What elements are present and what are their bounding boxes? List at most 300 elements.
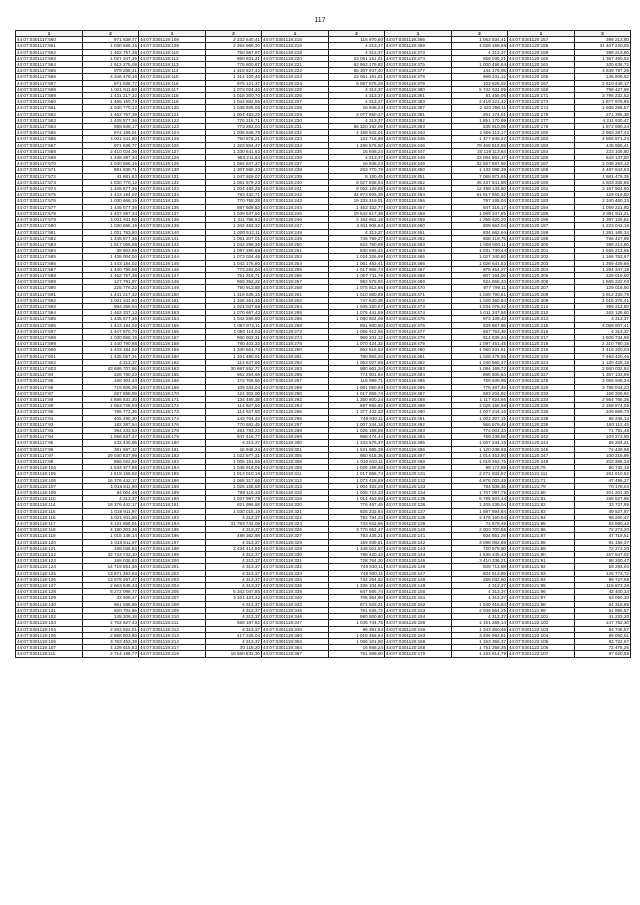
value-cell: 984 359,64 xyxy=(83,303,139,309)
value-cell: 733 842,56 xyxy=(329,521,385,527)
value-cell: 4 313,37 xyxy=(206,607,262,613)
cadastral-number-cell: 44:07:0301119:250 xyxy=(262,241,329,247)
cadastral-number-cell: 44:07:0301117:88 xyxy=(16,396,83,402)
cadastral-number-cell: 44:07:0301119:118 xyxy=(139,93,206,99)
value-cell: 968 419,75 xyxy=(452,235,508,241)
cadastral-number-cell: 44:07:0301122:101 xyxy=(508,614,575,620)
cadastral-number-cell: 44:07:0301119:182 xyxy=(139,452,206,458)
cadastral-number-cell: 44:07:0301119:160 xyxy=(139,353,206,359)
value-cell: 53 690,42 xyxy=(575,521,631,527)
cadastral-number-cell: 44:07:0301117:98 xyxy=(16,459,83,465)
value-cell: 1 307 566,33 xyxy=(206,167,262,173)
cadastral-number-cell: 44:07:0301117:94 xyxy=(16,434,83,440)
cadastral-number-cell: 44:07:0301119:449 xyxy=(385,161,452,167)
cadastral-number-cell: 44:07:0301119:391 xyxy=(385,111,452,117)
value-cell: 1 073 024,46 xyxy=(206,86,262,92)
value-cell: 103 829,02 xyxy=(452,80,508,86)
value-cell: 263 770,79 xyxy=(329,167,385,173)
value-cell: 417 228,04 xyxy=(206,632,262,638)
cadastral-number-cell: 44:07:0301117:600 xyxy=(16,347,83,353)
value-cell: 4 211 930,47 xyxy=(575,117,631,123)
cadastral-number-cell: 44:07:0301119:107 xyxy=(16,645,83,651)
cadastral-number-cell: 44:07:0301119:324 xyxy=(262,521,329,527)
value-cell: 1 010 580,89 xyxy=(329,291,385,297)
cadastral-number-cell: 44:07:0301119:378 xyxy=(385,74,452,80)
cadastral-number-cell: 44:07:0301119:298 xyxy=(262,428,329,434)
value-cell: 1 026 641,53 xyxy=(452,260,508,266)
value-cell: 1 311 786,63 xyxy=(206,217,262,223)
cadastral-number-cell: 44:07:0301120:152 xyxy=(385,601,452,607)
value-cell: 19 560 832,30 xyxy=(206,651,262,657)
cadastral-number-cell: 44:07:0301119:453 xyxy=(385,186,452,192)
value-cell: 662 254,68 xyxy=(206,372,262,378)
cadastral-number-cell: 44:07:0301119:183 xyxy=(139,459,206,465)
value-cell: 1 015 146,14 xyxy=(83,533,139,539)
value-cell: 31 407 220,05 xyxy=(575,43,631,49)
cadastral-number-cell: 44:07:0301119:245 xyxy=(262,210,329,216)
value-cell: 1 445 577,36 xyxy=(83,235,139,241)
value-cell: 968 474,44 xyxy=(329,434,385,440)
value-cell: 934 651,29 xyxy=(452,533,508,539)
cadastral-number-cell: 44:07:0301120:200 xyxy=(508,241,575,247)
cadastral-number-cell: 44:07:0301120:137 xyxy=(385,508,452,514)
value-cell: 72 273,20 xyxy=(575,545,631,551)
value-cell: 4 180 203,36 xyxy=(83,527,139,533)
cadastral-number-cell: 44:07:0301121:89 xyxy=(508,545,575,551)
cadastral-number-cell: 44:07:0301119:488 xyxy=(385,396,452,402)
value-cell: 1 030 770,12 xyxy=(83,179,139,185)
cadastral-number-cell: 44:07:0301119:129 xyxy=(139,161,206,167)
cadastral-number-cell: 44:07:0301119:364 xyxy=(262,645,329,651)
cadastral-number-cell: 44:07:0301119:195 xyxy=(139,527,206,533)
cadastral-number-cell: 44:07:0301121:94 xyxy=(508,576,575,582)
header-cell: 1 xyxy=(385,31,452,37)
value-cell: 109 533,04 xyxy=(206,384,262,390)
value-cell: 4 313,37 xyxy=(329,86,385,92)
cadastral-number-cell: 44:07:0301118:128 xyxy=(16,589,83,595)
value-cell: 3 410 336,21 xyxy=(452,558,508,564)
cadastral-number-cell: 44:07:0301117:92 xyxy=(16,421,83,427)
value-cell: 509 713,68 xyxy=(452,564,508,570)
value-cell: 1 330 641,63 xyxy=(206,148,262,154)
value-cell: 4 565 971,24 xyxy=(575,136,631,142)
value-cell: 384 233,53 xyxy=(83,428,139,434)
cadastral-number-cell: 44:07:0301117:564 xyxy=(16,124,83,130)
value-cell: 773 282,04 xyxy=(206,266,262,272)
cadastral-number-cell: 44:07:0301121:86 xyxy=(508,527,575,533)
cadastral-number-cell: 44:07:0301119:231 xyxy=(262,124,329,130)
value-cell: 1 021 911,60 xyxy=(83,217,139,223)
cadastral-number-cell: 44:07:0301117:566 xyxy=(16,74,83,80)
cadastral-number-cell: 44:07:0301120:155 xyxy=(385,620,452,626)
cadastral-number-cell: 44:07:0301117:589 xyxy=(16,279,83,285)
cadastral-number-cell: 44:07:0301119:479 xyxy=(385,341,452,347)
value-cell: 1 060 331,81 xyxy=(452,347,508,353)
value-cell: 1 044 882,55 xyxy=(206,99,262,105)
value-cell: 785 773,36 xyxy=(83,409,139,415)
value-cell: 920 702,66 xyxy=(83,607,139,613)
value-cell: 1 038 935,06 xyxy=(206,105,262,111)
value-cell: 790 913,88 xyxy=(206,285,262,291)
cadastral-number-cell: 44:07:0301121:87 xyxy=(508,533,575,539)
value-cell: 750 687,97 xyxy=(206,49,262,55)
value-cell: 980 661,34 xyxy=(329,365,385,371)
value-cell: 114 627,60 xyxy=(206,403,262,409)
cadastral-number-cell: 44:07:0301119:336 xyxy=(262,583,329,589)
cadastral-number-cell: 44:07:0301119:225 xyxy=(262,86,329,92)
value-cell: 3 336 992,81 xyxy=(452,632,508,638)
value-cell: 1 333 675,27 xyxy=(329,440,385,446)
value-cell: 143 704,42 xyxy=(206,415,262,421)
cadastral-number-cell: 44:07:0301119:125 xyxy=(139,136,206,142)
value-cell: 4 313,37 xyxy=(206,514,262,520)
cadastral-number-cell: 44:07:0301119:189 xyxy=(139,490,206,496)
value-cell: 172 705,56 xyxy=(206,378,262,384)
cadastral-number-cell: 44:07:0301117:567 xyxy=(16,80,83,86)
cadastral-number-cell: 44:07:0301118:118 xyxy=(16,527,83,533)
value-cell: 3 983 287,42 xyxy=(575,130,631,136)
value-cell: 1 029 360,84 xyxy=(452,297,508,303)
cadastral-number-cell: 44:07:0301119:104 xyxy=(16,626,83,632)
value-cell: 2 310 790,16 xyxy=(575,341,631,347)
value-cell: 1 336 104,56 xyxy=(329,583,385,589)
cadastral-number-cell: 44:07:0301119:244 xyxy=(262,204,329,210)
value-cell: 1 443 184,02 xyxy=(83,260,139,266)
value-cell: 96 391,54 xyxy=(329,626,385,632)
cadastral-number-cell: 44:07:0301117:596 xyxy=(16,322,83,328)
value-cell: 1 010 610,11 xyxy=(329,459,385,465)
value-cell: 789 116,33 xyxy=(206,490,262,496)
cadastral-number-cell: 44:07:0301119:305 xyxy=(262,452,329,458)
cadastral-number-cell: 44:07:0301117:602 xyxy=(16,359,83,365)
header-cell: 2 xyxy=(575,31,631,37)
value-cell: 798 427,59 xyxy=(575,86,631,92)
cadastral-number-cell: 44:07:0301120:131 xyxy=(385,471,452,477)
cadastral-number-cell: 44:07:0301120:216 xyxy=(508,328,575,334)
cadastral-number-cell: 44:07:0301117:571 xyxy=(16,167,83,173)
value-cell: 1 080 824,06 xyxy=(329,316,385,322)
cadastral-value-table xyxy=(15,30,631,658)
value-cell: 1 286 576,50 xyxy=(329,142,385,148)
value-cell: 1 018 911,97 xyxy=(83,539,139,545)
cadastral-number-cell: 44:07:0301119:243 xyxy=(262,198,329,204)
value-cell: 125 773,72 xyxy=(575,570,631,576)
value-cell: 109 869,73 xyxy=(575,409,631,415)
cadastral-number-cell: 44:07:0301122:105 xyxy=(508,638,575,644)
cadastral-number-cell: 44:07:0301117:585 xyxy=(16,254,83,260)
header-cell: 2 xyxy=(206,31,262,37)
value-cell: 1 015 911,60 xyxy=(83,483,139,489)
cadastral-number-cell: 44:07:0301120:188 xyxy=(508,167,575,173)
header-cell: 1 xyxy=(16,31,83,37)
cadastral-number-cell: 44:07:0301117:560 xyxy=(16,99,83,105)
cadastral-number-cell: 44:07:0301119:285 xyxy=(262,372,329,378)
cadastral-number-cell: 44:07:0301120:242 xyxy=(508,434,575,440)
value-cell: 1 851 170,99 xyxy=(452,117,508,123)
cadastral-number-cell: 44:07:0301119:333 xyxy=(262,570,329,576)
value-cell: 2 811 906,84 xyxy=(329,223,385,229)
cadastral-number-cell: 44:07:0301119:228 xyxy=(262,105,329,111)
value-cell: 16 948,24 xyxy=(329,148,385,154)
cadastral-number-cell: 44:07:0301119:102 xyxy=(16,614,83,620)
value-cell: 2 606 113,17 xyxy=(452,130,508,136)
cadastral-number-cell: 44:07:0301119:375 xyxy=(385,62,452,68)
cadastral-number-cell: 44:07:0301119:156 xyxy=(139,328,206,334)
value-cell: 258 032,60 xyxy=(452,576,508,582)
value-cell: 788 420,43 xyxy=(329,552,385,558)
cadastral-number-cell: 44:07:0301119:178 xyxy=(139,428,206,434)
value-cell: 4 686 631,30 xyxy=(83,396,139,402)
cadastral-number-cell: 44:07:0301120:143 xyxy=(385,545,452,551)
cadastral-number-cell: 44:07:0301119:363 xyxy=(262,638,329,644)
value-cell: 23 061 151,01 xyxy=(329,55,385,61)
value-cell: 1 048 263,12 xyxy=(575,161,631,167)
cadastral-number-cell: 44:07:0301120:164 xyxy=(508,68,575,74)
cadastral-number-cell: 44:07:0301120:196 xyxy=(508,217,575,223)
value-cell: 64 316,85 xyxy=(575,601,631,607)
cadastral-number-cell: 44:07:0301121:81 xyxy=(508,496,575,502)
cadastral-number-cell: 44:07:0301119:290 xyxy=(262,390,329,396)
cadastral-number-cell: 44:07:0301118:115 xyxy=(16,508,83,514)
value-cell: 4 313,37 xyxy=(452,589,508,595)
cadastral-number-cell: 44:07:0301117:581 xyxy=(16,229,83,235)
cadastral-number-cell: 44:07:0301121:99 xyxy=(508,607,575,613)
value-cell: 1 018 300,70 xyxy=(206,93,262,99)
cadastral-number-cell: 44:07:0301119:208 xyxy=(139,601,206,607)
value-cell: 180 112,45 xyxy=(575,421,631,427)
cadastral-number-cell: 44:07:0301119:194 xyxy=(139,521,206,527)
value-cell: 2 419 221,42 xyxy=(452,99,508,105)
value-cell: 43 686 707,86 xyxy=(83,365,139,371)
value-cell: 2 668 803,80 xyxy=(83,632,139,638)
value-cell: 535 810,09 xyxy=(452,124,508,130)
value-cell: 86 307 637,40 xyxy=(329,68,385,74)
cadastral-number-cell: 44:07:0301117:572 xyxy=(16,173,83,179)
cadastral-number-cell: 44:07:0301119:120 xyxy=(139,105,206,111)
value-cell: 969 231,12 xyxy=(452,74,508,80)
value-cell: 1 453 332,77 xyxy=(329,204,385,210)
value-cell: 4 313,37 xyxy=(83,496,139,502)
value-cell: 168 036,83 xyxy=(83,545,139,551)
value-cell: 45 237 641,88 xyxy=(452,179,508,185)
value-cell: 4 313,37 xyxy=(329,43,385,49)
cadastral-number-cell: 44:07:0301119:113 xyxy=(139,62,206,68)
cadastral-number-cell: 44:07:0301120:173 xyxy=(508,99,575,105)
cadastral-number-cell: 44:07:0301120:166 xyxy=(385,638,452,644)
cadastral-number-cell: 44:07:0301118:106 xyxy=(16,477,83,483)
cadastral-number-cell: 44:07:0301119:145 xyxy=(139,260,206,266)
value-cell: 1 912 275,08 xyxy=(83,62,139,68)
value-cell: 1 605 734,95 xyxy=(575,334,631,340)
value-cell: 974 189,01 xyxy=(83,130,139,136)
cadastral-number-cell: 44:07:0301117:588 xyxy=(16,272,83,278)
value-cell: 61 917 650,32 xyxy=(452,192,508,198)
cadastral-number-cell: 44:07:0301117:577 xyxy=(16,204,83,210)
value-cell: 4 313,37 xyxy=(206,638,262,644)
value-cell: 168 527,88 xyxy=(575,496,631,502)
cadastral-number-cell: 44:07:0301119:329 xyxy=(262,545,329,551)
value-cell: 769 639,98 xyxy=(452,378,508,384)
cadastral-number-cell: 44:07:0301118:105 xyxy=(16,471,83,477)
value-cell: 776 487,45 xyxy=(452,384,508,390)
cadastral-number-cell: 44:07:0301118:123 xyxy=(16,558,83,564)
cadastral-number-cell: 44:07:0301119:297 xyxy=(262,421,329,427)
cadastral-number-cell: 44:07:0301119:381 xyxy=(385,93,452,99)
value-cell: 1 097 451,45 xyxy=(452,341,508,347)
cadastral-number-cell: 44:07:0301120:174 xyxy=(508,105,575,111)
value-cell: 1 462 757,38 xyxy=(83,111,139,117)
cadastral-number-cell: 44:07:0301119:283 xyxy=(262,365,329,371)
value-cell: 381 657,32 xyxy=(83,446,139,452)
cadastral-number-cell: 44:07:0301119:478 xyxy=(385,334,452,340)
value-cell: 1 087 872,11 xyxy=(206,322,262,328)
value-cell: 3 770 652,47 xyxy=(329,527,385,533)
value-cell: 1 000 512,11 xyxy=(206,229,262,235)
cadastral-number-cell: 44:07:0301119:248 xyxy=(262,229,329,235)
cadastral-number-cell: 44:07:0301119:166 xyxy=(139,378,206,384)
value-cell: 86 320 192,09 xyxy=(329,124,385,130)
cadastral-number-cell: 44:07:0301121:90 xyxy=(508,552,575,558)
value-cell: 1 027 340,80 xyxy=(452,254,508,260)
value-cell: 1 070 424,32 xyxy=(329,341,385,347)
value-cell: 1 436 004,00 xyxy=(83,254,139,260)
value-cell: 4 313,37 xyxy=(206,539,262,545)
value-cell: 2 891 911,21 xyxy=(575,210,631,216)
value-cell: 796 427,59 xyxy=(575,235,631,241)
cadastral-number-cell: 44:07:0301120:156 xyxy=(385,626,452,632)
cadastral-number-cell: 44:07:0301119:226 xyxy=(262,93,329,99)
cadastral-number-cell: 44:07:0301119:232 xyxy=(262,130,329,136)
value-cell: 1 073 428,88 xyxy=(329,477,385,483)
value-cell: 16 948,24 xyxy=(329,105,385,111)
cadastral-number-cell: 44:07:0301119:287 xyxy=(262,378,329,384)
cadastral-number-cell: 44:07:0301119:496 xyxy=(385,446,452,452)
value-cell: 1 042 299,36 xyxy=(206,241,262,247)
value-cell: 770 765,28 xyxy=(206,198,262,204)
value-cell: 1 605 256,57 xyxy=(575,105,631,111)
value-cell: 947 316,17 xyxy=(452,204,508,210)
value-cell: 41 233,20 xyxy=(575,614,631,620)
cadastral-number-cell: 44:07:0301120:149 xyxy=(385,583,452,589)
cadastral-number-cell: 44:07:0301119:140 xyxy=(139,229,206,235)
value-cell: 1 081 050,93 xyxy=(329,384,385,390)
cadastral-number-cell: 44:07:0301119:343 xyxy=(262,601,329,607)
value-cell: 1 007 244,16 xyxy=(452,440,508,446)
value-cell: 1 031 730,44 xyxy=(452,248,508,254)
cadastral-number-cell: 44:07:0301117:598 xyxy=(16,334,83,340)
cadastral-number-cell: 44:07:0301119:257 xyxy=(262,279,329,285)
value-cell: 2 262 922,01 xyxy=(83,626,139,632)
value-cell: 793 432,71 xyxy=(206,192,262,198)
cadastral-number-cell: 44:07:0301119:229 xyxy=(262,111,329,117)
cadastral-number-cell: 44:07:0301119:149 xyxy=(139,285,206,291)
value-cell: 1 045 150,67 xyxy=(329,303,385,309)
cadastral-number-cell: 44:07:0301120:247 xyxy=(508,452,575,458)
cadastral-number-cell: 44:07:0301119:202 xyxy=(139,570,206,576)
value-cell: 4 313,37 xyxy=(452,583,508,589)
cadastral-number-cell: 44:07:0301119:393 xyxy=(385,124,452,130)
value-cell: 1 011 247,56 xyxy=(452,310,508,316)
value-cell: 1 021 911,60 xyxy=(83,297,139,303)
value-cell: 4 639 797,25 xyxy=(575,68,631,74)
cadastral-number-cell: 44:07:0301120:159 xyxy=(508,49,575,55)
cadastral-number-cell: 44:07:0301119:235 xyxy=(262,148,329,154)
cadastral-number-cell: 44:07:0301119:111 xyxy=(16,651,83,657)
value-cell: 8 062 129,85 xyxy=(329,186,385,192)
value-cell: 1 166 752,67 xyxy=(575,254,631,260)
value-cell: 749 930,11 xyxy=(329,415,385,421)
cadastral-number-cell: 44:07:0301119:458 xyxy=(385,210,452,216)
value-cell: 7 493 420,46 xyxy=(575,353,631,359)
cadastral-number-cell: 44:07:0301120:224 xyxy=(508,359,575,365)
cadastral-number-cell: 44:07:0301120:183 xyxy=(508,142,575,148)
value-cell: 399 213,80 xyxy=(575,241,631,247)
cadastral-number-cell: 44:07:0301119:219 xyxy=(139,651,206,657)
value-cell: 1 323 554,47 xyxy=(206,142,262,148)
cadastral-number-cell: 44:07:0301119:369 xyxy=(385,43,452,49)
value-cell: 80 732,19 xyxy=(575,465,631,471)
cadastral-number-cell: 44:07:0301119:217 xyxy=(139,645,206,651)
value-cell: 1 835 245,43 xyxy=(452,552,508,558)
cadastral-number-cell: 44:07:0301119:114 xyxy=(139,68,206,74)
cadastral-number-cell: 44:07:0301119:469 xyxy=(385,279,452,285)
value-cell: 822 750,69 xyxy=(329,241,385,247)
cadastral-number-cell: 44:07:0301119:380 xyxy=(385,86,452,92)
value-cell: 4 313,37 xyxy=(206,564,262,570)
cadastral-number-cell: 44:07:0301118:107 xyxy=(16,483,83,489)
cadastral-number-cell: 44:07:0301117:561 xyxy=(16,43,83,49)
value-cell: 556 030,21 xyxy=(452,55,508,61)
value-cell: 64 736,57 xyxy=(575,626,631,632)
cadastral-number-cell: 44:07:0301119:186 xyxy=(139,477,206,483)
value-cell: 168 209,92 xyxy=(575,390,631,396)
cadastral-number-cell: 44:07:0301117:561 xyxy=(16,105,83,111)
value-cell: 1 314 100,46 xyxy=(206,74,262,80)
value-cell: 1 443 184,02 xyxy=(83,347,139,353)
value-cell: 1 462 757,38 xyxy=(83,272,139,278)
cadastral-number-cell: 44:07:0301120:203 xyxy=(508,260,575,266)
cadastral-number-cell: 44:07:0301117:89 xyxy=(16,403,83,409)
cadastral-number-cell: 44:07:0301119:234 xyxy=(262,142,329,148)
value-cell: 144 176,05 xyxy=(452,68,508,74)
value-cell: 16 948,24 xyxy=(206,446,262,452)
cadastral-number-cell: 44:07:0301119:301 xyxy=(262,446,329,452)
value-cell: 98 260,47 xyxy=(575,514,631,520)
value-cell: 1 153 356,37 xyxy=(452,638,508,644)
value-cell: 99 172,98 xyxy=(452,465,508,471)
value-cell: 773 282,04 xyxy=(206,124,262,130)
cadastral-number-cell: 44:07:0301122:102 xyxy=(508,620,575,626)
value-cell: 966 679,49 xyxy=(452,421,508,427)
cadastral-number-cell: 44:07:0301119:190 xyxy=(139,496,206,502)
cadastral-number-cell: 44:07:0301119:339 xyxy=(262,589,329,595)
value-cell: 23 061 151,01 xyxy=(329,74,385,80)
cadastral-number-cell: 44:07:0301120:189 xyxy=(508,173,575,179)
cadastral-number-cell: 44:07:0301119:491 xyxy=(385,415,452,421)
cadastral-number-cell: 44:07:0301119:204 xyxy=(139,583,206,589)
value-cell: 1 877 875,65 xyxy=(575,99,631,105)
cadastral-number-cell: 44:07:0301117:560 xyxy=(16,37,83,43)
value-cell: 4 131 856,91 xyxy=(83,521,139,527)
cadastral-number-cell: 44:07:0301119:475 xyxy=(385,316,452,322)
value-cell: 973 109,43 xyxy=(452,316,508,322)
cadastral-number-cell: 44:07:0301119:383 xyxy=(385,99,452,105)
cadastral-number-cell: 44:07:0301117:575 xyxy=(16,192,83,198)
value-cell: 1 037 997,79 xyxy=(206,496,262,502)
value-cell: 100 636,72 xyxy=(575,62,631,68)
cadastral-number-cell: 44:07:0301119:451 xyxy=(385,173,452,179)
cadastral-number-cell: 44:07:0301120:165 xyxy=(508,74,575,80)
